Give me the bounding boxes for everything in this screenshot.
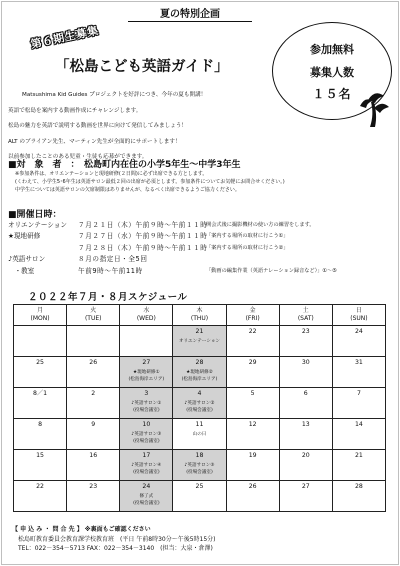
schedule-row bbox=[8, 243, 394, 254]
schedule-calendar bbox=[13, 304, 386, 512]
calendar-week-row bbox=[14, 419, 386, 450]
calendar-day-number: 16 bbox=[89, 452, 98, 459]
intro-line: 以前参加したことのある児童・生徒も応募ができます。 bbox=[8, 154, 148, 161]
calendar-week-row bbox=[14, 450, 386, 481]
target-section bbox=[8, 157, 394, 194]
calendar-header-row bbox=[14, 305, 386, 326]
calendar-day-cell bbox=[120, 450, 173, 481]
event-category-title: 夏の特別企画 bbox=[128, 5, 252, 22]
weekday-header bbox=[120, 305, 173, 326]
weekday-header bbox=[279, 305, 332, 326]
calendar-event-label: (役場会議室) bbox=[186, 408, 213, 413]
calendar-day-cell bbox=[226, 326, 279, 357]
calendar-day-number: 24 bbox=[354, 328, 363, 335]
calendar-event-label: オリエンテーション bbox=[178, 339, 221, 344]
calendar-day-cell bbox=[332, 450, 385, 481]
schedule-row bbox=[8, 220, 394, 231]
pine-tree-icon bbox=[356, 88, 392, 128]
calendar-day-number: 15 bbox=[36, 452, 44, 459]
calendar-day-cell bbox=[279, 481, 332, 512]
schedule-section bbox=[8, 207, 394, 277]
calendar-day-cell bbox=[279, 419, 332, 450]
schedule-heading: ■開催日時： bbox=[8, 210, 62, 220]
calendar-day-number: 4 bbox=[197, 390, 202, 397]
calendar-day-cell bbox=[14, 357, 67, 388]
weekday-en: (SUN) bbox=[350, 315, 368, 322]
calendar-body bbox=[14, 326, 386, 512]
calendar-day-number: 17 bbox=[142, 452, 151, 459]
calendar-day-number: 21 bbox=[195, 328, 204, 335]
calendar-day-cell bbox=[226, 450, 279, 481]
intro-line: 英語で松島を案内する動画作成にチャレンジします。 bbox=[8, 107, 142, 114]
weekday-ja: 火 bbox=[90, 307, 97, 314]
calendar-day-cell bbox=[332, 357, 385, 388]
contact-phone: TEL：022－354－5713 FAX：022－354－3140 (担当：大泉・倉澤) bbox=[12, 545, 213, 553]
calendar-event-label: (役場会議室) bbox=[186, 470, 213, 475]
calendar-day-number: 25 bbox=[195, 483, 204, 490]
calendar-event-label: 山の日 bbox=[192, 432, 207, 437]
calendar-day-cell bbox=[14, 326, 67, 357]
calendar-day-number: 2 bbox=[91, 390, 96, 397]
weekday-en: (MON) bbox=[30, 315, 50, 322]
schedule-row-label: オリエンテーション bbox=[8, 221, 67, 229]
weekday-en: (SAT) bbox=[297, 315, 314, 322]
schedule-row-desc: 「案内する場所の取材に行こう②」 bbox=[206, 244, 289, 251]
calendar-day-number: 22 bbox=[36, 483, 44, 490]
calendar-day-number: 14 bbox=[354, 421, 363, 428]
calendar-day-cell bbox=[173, 419, 226, 450]
calendar-day-cell bbox=[14, 388, 67, 419]
calendar-day-cell bbox=[67, 388, 120, 419]
calendar-event-label: (松島海岸エリア) bbox=[128, 377, 165, 382]
calendar-day-cell bbox=[173, 450, 226, 481]
calendar-day-number: 11 bbox=[195, 421, 204, 428]
calendar-day-number: 28 bbox=[195, 359, 204, 366]
calendar-week-row bbox=[14, 357, 386, 388]
weekday-ja: 月 bbox=[37, 307, 44, 314]
calendar-day-cell bbox=[332, 326, 385, 357]
schedule-row-desc: 開会式後に撮影機材の使い方の練習をします。 bbox=[206, 222, 315, 228]
calendar-day-number: 26 bbox=[248, 483, 257, 490]
calendar-week-row bbox=[14, 388, 386, 419]
contact-heading: 【 申 込 み ・ 問 合 先 】 ※裏面もご確認ください bbox=[12, 526, 151, 533]
schedule-row-label: ★現地研修 bbox=[8, 232, 41, 241]
weekday-ja: 水 bbox=[143, 307, 150, 314]
weekday-ja: 日 bbox=[355, 307, 362, 314]
calendar-event-label: (役場会議室) bbox=[133, 501, 160, 506]
calendar-day-cell bbox=[279, 326, 332, 357]
weekday-en: (WED) bbox=[136, 315, 156, 322]
calendar-day-number: 26 bbox=[89, 359, 98, 366]
calendar-day-cell bbox=[279, 450, 332, 481]
calendar-event-label: ♪英語サロン② bbox=[184, 401, 215, 406]
intro-line: ALT のブライアン先生、マーティン先生が全面的にサポートします！ bbox=[8, 138, 181, 145]
calendar-day-number: 18 bbox=[195, 452, 204, 459]
calendar-day-number: 28 bbox=[354, 483, 363, 490]
calendar-day-number: 3 bbox=[144, 390, 149, 397]
calendar-day-cell bbox=[67, 326, 120, 357]
calendar-event-label: ♪英語サロン④ bbox=[131, 463, 162, 468]
weekday-en: (TUE) bbox=[84, 315, 102, 322]
schedule-row-date: 午前9時～午前11時 bbox=[78, 266, 143, 275]
calendar-event-label: (松島海岸エリア) bbox=[181, 377, 218, 382]
weekday-ja: 土 bbox=[302, 307, 309, 314]
calendar-day-cell bbox=[332, 419, 385, 450]
calendar-day-cell bbox=[173, 326, 226, 357]
calendar-day-cell bbox=[173, 481, 226, 512]
calendar-day-cell bbox=[14, 450, 67, 481]
schedule-row-date: ７月２７日（水）午前９時～午前１１時 bbox=[78, 232, 208, 241]
calendar-day-number: 13 bbox=[301, 421, 310, 428]
calendar-day-cell bbox=[120, 419, 173, 450]
badge-free-label: 参加無料 bbox=[310, 43, 354, 56]
weekday-ja: 金 bbox=[249, 307, 256, 314]
weekday-header bbox=[67, 305, 120, 326]
target-heading: ■対 象 者 ： 松島町内在住の小学5年生～中学3年生 bbox=[8, 160, 241, 170]
calendar-week-row bbox=[14, 326, 386, 357]
schedule-row bbox=[8, 254, 394, 265]
weekday-header bbox=[14, 305, 67, 326]
target-note: ※参加条件は、オリエンテーションと現地研修(２日間)に必ず出席できる方とします。 bbox=[15, 171, 208, 177]
calendar-day-number: 9 bbox=[91, 421, 96, 428]
calendar-day-number: 6 bbox=[303, 390, 308, 397]
target-note: (くわえて、小学生5･6年生は英語サロン最低２回の出席が必須とします。参加条件についてお気軽にお問合せください。) bbox=[15, 179, 285, 185]
calendar-day-cell bbox=[226, 357, 279, 388]
calendar-day-number: 27 bbox=[301, 483, 310, 490]
calendar-day-cell bbox=[120, 388, 173, 419]
calendar-event-label: ♪英語サロン⑤ bbox=[184, 463, 215, 468]
calendar-day-cell bbox=[120, 326, 173, 357]
weekday-en: (THU) bbox=[190, 315, 209, 322]
calendar-day-number: 20 bbox=[301, 452, 310, 459]
calendar-day-number: 21 bbox=[354, 452, 363, 459]
calendar-day-number: 5 bbox=[250, 390, 255, 397]
calendar-day-cell bbox=[226, 481, 279, 512]
calendar-day-cell bbox=[14, 481, 67, 512]
calendar-day-cell bbox=[14, 419, 67, 450]
calendar-day-cell bbox=[173, 388, 226, 419]
calendar-day-number: 31 bbox=[354, 359, 363, 366]
weekday-header bbox=[226, 305, 279, 326]
calendar-day-cell bbox=[226, 388, 279, 419]
calendar-day-cell bbox=[226, 419, 279, 450]
schedule-row-desc: 「動画の編集作業（英語ナレーション録音など）」①～⑤ bbox=[206, 267, 337, 274]
weekday-ja: 木 bbox=[196, 307, 203, 314]
schedule-row bbox=[8, 231, 394, 242]
calendar-day-cell bbox=[67, 357, 120, 388]
calendar-event-label: ♪英語サロン① bbox=[131, 401, 162, 406]
weekday-header bbox=[332, 305, 385, 326]
calendar-day-number: 23 bbox=[301, 328, 310, 335]
calendar-day-number: 19 bbox=[248, 452, 257, 459]
calendar-event-label: 修了式 bbox=[139, 494, 154, 499]
calendar-day-number: 29 bbox=[248, 359, 257, 366]
schedule-row-date: ８月の指定日・全5回 bbox=[78, 255, 148, 264]
calendar-title: ２０２２年７月・８月スケジュール bbox=[28, 292, 188, 303]
calendar-day-cell bbox=[332, 388, 385, 419]
calendar-day-cell bbox=[279, 357, 332, 388]
calendar-day-number: 23 bbox=[89, 483, 98, 490]
weekday-header bbox=[173, 305, 226, 326]
weekday-en: (FRI) bbox=[245, 315, 260, 322]
calendar-event-label: (役場会議室) bbox=[133, 408, 160, 413]
schedule-row bbox=[8, 266, 394, 277]
schedule-row-date: ７月２１日（木）午前９時～午前１１時 bbox=[78, 221, 208, 229]
badge-capacity-value: １５名 bbox=[312, 87, 352, 101]
calendar-day-number: 27 bbox=[142, 359, 151, 366]
schedule-row-label: ・教室 bbox=[8, 266, 35, 275]
calendar-day-cell bbox=[173, 357, 226, 388]
calendar-day-cell bbox=[67, 419, 120, 450]
calendar-day-number: 30 bbox=[301, 359, 310, 366]
calendar-day-number: 10 bbox=[142, 421, 151, 428]
calendar-event-label: ★現地研修① bbox=[133, 370, 160, 375]
calendar-event-label: ♪英語サロン③ bbox=[131, 432, 162, 437]
contact-section bbox=[12, 525, 392, 554]
schedule-row-label: ♪英語サロン bbox=[8, 255, 46, 264]
calendar-day-number: 12 bbox=[248, 421, 257, 428]
calendar-day-number: 8 bbox=[38, 421, 43, 428]
calendar-day-cell bbox=[332, 481, 385, 512]
calendar-day-cell bbox=[67, 481, 120, 512]
calendar-day-cell bbox=[67, 450, 120, 481]
schedule-row-date: ７月２８日（木）午前９時～午前１１時 bbox=[78, 243, 208, 252]
contact-office: 松島町教育委員会教育課学校教育班 (平日 午前8時30分～午後5時15分) bbox=[12, 535, 216, 543]
calendar-day-cell bbox=[120, 357, 173, 388]
calendar-event-label: (役場会議室) bbox=[133, 470, 160, 475]
calendar-day-number: 7 bbox=[356, 390, 361, 397]
target-note: 中学生については英語サロンの欠席制限はありませんが、なるべく出席できるようご協力ください。 bbox=[15, 187, 240, 193]
calendar-week-row bbox=[14, 481, 386, 512]
schedule-row-desc: 「案内する場所の取材に行こう①」 bbox=[206, 233, 289, 240]
main-title: 「松島こども英語ガイド」 bbox=[55, 59, 229, 75]
calendar-day-number: 22 bbox=[248, 328, 257, 335]
badge-capacity-label: 募集人数 bbox=[310, 66, 354, 79]
calendar-day-cell bbox=[279, 388, 332, 419]
calendar-event-label: ★現地研修② bbox=[186, 370, 213, 375]
recruit-stamp: 第６期生募集 bbox=[29, 23, 100, 52]
intro-line: 松島の魅力を英語で説明する動画を世界に向けて発信してみましょう！ bbox=[8, 123, 188, 130]
calendar-day-cell bbox=[120, 481, 173, 512]
calendar-event-label: (役場会議室) bbox=[133, 439, 160, 444]
calendar-day-number: 8／1 bbox=[33, 390, 48, 397]
intro-paragraph bbox=[8, 88, 278, 166]
calendar-day-number: 25 bbox=[36, 359, 44, 366]
calendar-day-number: 24 bbox=[142, 483, 151, 490]
intro-line: Matsushima Kid Guides プロジェクトを好評につき、今年の夏も開講！ bbox=[22, 92, 207, 98]
